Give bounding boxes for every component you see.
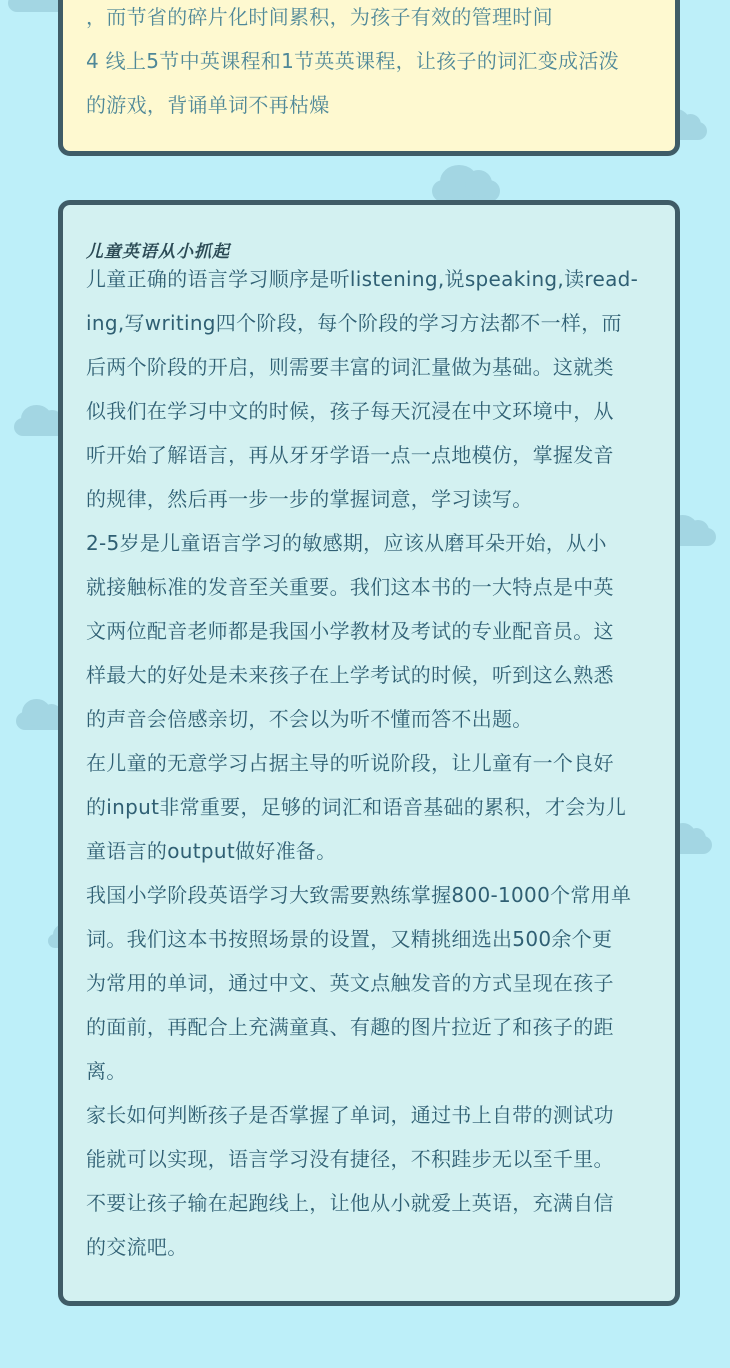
article-line: 在儿童的无意学习占据主导的听说阶段，让儿童有一个良好 (86, 751, 614, 775)
article-line: 的规律，然后再一步一步的掌握词意，学习读写。 (86, 487, 533, 511)
article-line: 后两个阶段的开启，则需要丰富的词汇量做为基础。这就类 (86, 355, 614, 379)
intro-box (58, 0, 680, 156)
cloud-decoration (432, 180, 500, 202)
article-line: 2-5岁是儿童语言学习的敏感期，应该从磨耳朵开始，从小 (86, 531, 607, 555)
article-line: 的input非常重要，足够的词汇和语音基础的累积，才会为儿 (86, 795, 627, 819)
article-line: 儿童正确的语言学习顺序是听listening,说speaking,读read- (86, 267, 639, 291)
article-box (58, 200, 680, 1306)
article-body (86, 257, 638, 1269)
article-line: 似我们在学习中文的时候，孩子每天沉浸在中文环境中，从 (86, 399, 614, 423)
article-line: 不要让孩子输在起跑线上，让他从小就爱上英语，充满自信 (86, 1191, 614, 1215)
article-line: 的面前，再配合上充满童真、有趣的图片拉近了和孩子的距 (86, 1015, 614, 1039)
article-line: ing,写writing四个阶段，每个阶段的学习方法都不一样，而 (86, 311, 622, 335)
article-line: 我国小学阶段英语学习大致需要熟练掌握800-1000个常用单 (86, 883, 632, 907)
article-line: 童语言的output做好准备。 (86, 839, 337, 863)
article-line: 的声音会倍感亲切，不会以为听不懂而答不出题。 (86, 707, 533, 731)
article-line: 能就可以实现，语言学习没有捷径，不积跬步无以至千里。 (86, 1147, 614, 1171)
intro-line: ，而节省的碎片化时间累积，为孩子有效的管理时间 (86, 5, 553, 29)
article-line: 家长如何判断孩子是否掌握了单词，通过书上自带的测试功 (86, 1103, 614, 1127)
article-line: 离。 (86, 1059, 127, 1083)
article-line: 听开始了解语言，再从牙牙学语一点一点地模仿，掌握发音 (86, 443, 614, 467)
article-line: 样最大的好处是未来孩子在上学考试的时候，听到这么熟悉 (86, 663, 614, 687)
article-title: 儿童英语从小抓起 (86, 242, 230, 262)
intro-line: 的游戏，背诵单词不再枯燥 (86, 93, 330, 117)
article-line: 的交流吧。 (86, 1235, 188, 1259)
article-line: 文两位配音老师都是我国小学教材及考试的专业配音员。这 (86, 619, 614, 643)
intro-text (86, 0, 619, 127)
article-line: 为常用的单词，通过中文、英文点触发音的方式呈现在孩子 (86, 971, 614, 995)
article-line: 就接触标准的发音至关重要。我们这本书的一大特点是中英 (86, 575, 614, 599)
intro-line: 4 线上5节中英课程和1节英英课程，让孩子的词汇变成活泼 (86, 49, 619, 73)
article-line: 词。我们这本书按照场景的设置，又精挑细选出500余个更 (86, 927, 613, 951)
